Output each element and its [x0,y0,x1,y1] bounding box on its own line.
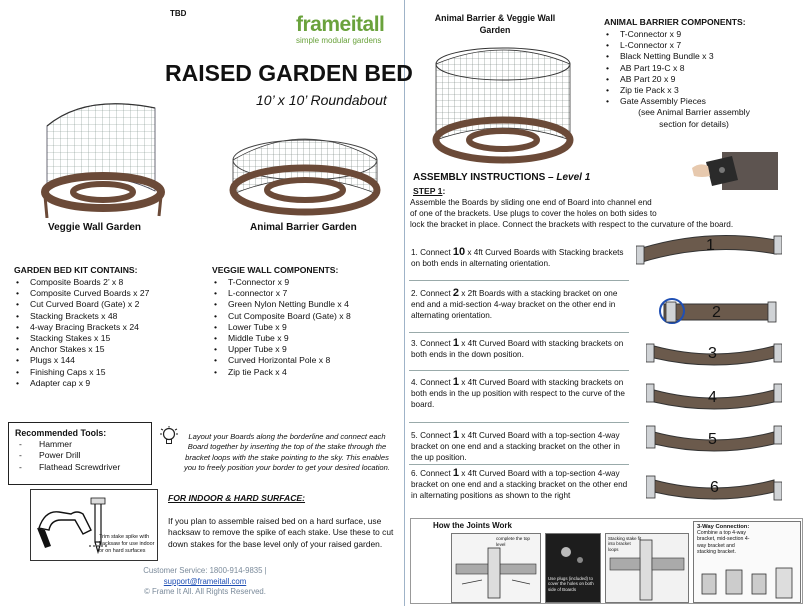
board-number: 1 [706,237,715,254]
customer-service: Customer Service: 1800-914-9835 | [143,566,267,575]
bracket-photo [692,148,780,203]
step-label-text: STEP 1 [413,186,443,196]
joint-caption: Stacking stake fit into bracket loops [608,536,642,552]
step-qty: 1 [452,376,459,388]
list-item: • Middle Tube x 9 [212,333,351,344]
joints-panel [410,518,803,604]
copyright: © Frame It All. All Rights Reserved. [144,587,266,597]
three-way-line: stacking bracket. [697,549,736,556]
assembly-level: Level 1 [556,172,591,183]
board-number: 2 [712,304,721,321]
step-prefix: 6. Connect [411,469,453,478]
board-number: 3 [708,345,717,362]
step-3-text [411,338,629,361]
step-rest: x 4ft Curved Boards with Stacking brackets on both ends in alternating orientation. [411,248,624,268]
three-way-connection-box [693,521,801,603]
kit-title: GARDEN BED KIT CONTAINS: [14,265,138,275]
joint-illustration-plugs [451,533,541,603]
list-item: • Cut Curved Board (Gate) x 2 [14,299,149,310]
combined-garden-image [430,40,576,169]
step-divider [409,332,629,333]
layout-tip [176,432,398,474]
board-number: 4 [708,389,717,406]
step-qty: 1 [452,337,459,349]
combined-garden-caption [425,12,565,36]
indoor-text [168,516,393,550]
veggie-components [212,265,351,378]
veggie-components-list [212,277,351,378]
step-rest: x 2ft Boards with a stacking bracket on one end and a mid-section 4-way bracket on the other end in alternating orientation. [411,289,618,320]
step-5-text [411,430,629,463]
brand-logo [296,14,398,46]
three-way-line: way bracket and [697,542,735,549]
step-rest: x 4ft Curved Board with stacking brackets on both ends in the up position with respect to the curve of the board. [411,378,625,409]
step-prefix: 1. Connect [411,248,453,257]
intro-line: Assemble the Boards by sliding one end of Board into channel end [410,198,652,207]
step-label-colon: : [442,186,446,196]
bracket-parts-icon [700,566,796,600]
veggie-caption: Veggie Wall Garden [48,222,141,233]
caption-line: Garden [479,25,511,35]
list-item: • 4-way Bracing Brackets x 24 [14,322,149,333]
three-way-text [697,530,797,556]
step-1-text [411,247,629,270]
support-email-link[interactable]: support@frameitall.com [163,576,247,586]
list-item: • Zip tie Pack x 4 [212,367,351,378]
step-rest: x 4ft Curved Board with a top-section 4-way bracket on one end and a stacking bracket on the other end in alternating positions as shown to the right [411,469,628,500]
intro-line: of one of the brackets. Use plugs to cover the holes on both sides to [410,209,657,218]
indoor-line: hacksaw to remove the spike of each stake. Use these to cut [168,527,394,538]
list-item: • Curved Horizontal Pole x 8 [212,355,351,366]
caption-line: Trim stake spike with [99,534,150,540]
kit-list [14,277,149,389]
list-item: • L-Connector x 7 [604,40,774,51]
caption-line: Animal Barrier & Veggie Wall [434,13,556,23]
list-item: • Stacking Brackets x 48 [14,311,149,322]
barrier-title: ANIMAL BARRIER COMPONENTS: [604,17,746,27]
step-6-text [411,468,629,501]
tools-title: Recommended Tools: [15,428,107,438]
list-item: • Upper Tube x 9 [212,344,351,355]
assembly-title [413,172,590,183]
three-way-line: Combine a top 4-way [697,530,747,536]
barrier-list [604,29,774,107]
list-item: • AB Part 19-C x 8 [604,63,774,74]
indoor-title: FOR INDOOR & HARD SURFACE: [168,493,306,503]
board-illustration-2 [652,296,778,326]
joint-illustration-stake [605,533,689,603]
step-prefix: 3. Connect [411,339,453,348]
step-rest: x 4ft Curved Board with a top-section 4-way bracket on one end and a stacking bracket on the other in the up position. [411,431,620,462]
board-number: 6 [710,479,719,496]
animal-barrier-components [604,17,774,130]
animal-caption: Animal Barrier Garden [250,222,357,233]
indoor-line: down stakes for the base level only of your raised garden. [168,538,383,549]
list-item: - Flathead Screwdriver [15,462,145,473]
assembly-intro [410,197,733,230]
tip-line: you to freely position your border to get your desired location. [184,463,390,473]
step-qty: 10 [452,246,466,258]
barrier-note [604,107,774,129]
list-item: • AB Part 20 x 9 [604,74,774,85]
logo-tagline: simple modular gardens [296,36,382,45]
step-qty: 1 [452,467,459,479]
page-divider [404,0,405,606]
list-item: • Gate Assembly Pieces [604,96,774,107]
step-rest: x 4ft Curved Board with stacking brackets on both ends in the down position. [411,339,624,359]
tip-line: bracket loops with the stake pointing to the sky. This enables [185,452,389,462]
tools-list [15,439,145,473]
tip-line: Board together by inserting the top of the stake through the [187,442,387,452]
joint-photo-plug [545,533,601,603]
intro-line: lock the bracket in place. Connect the brackets with respect to the curvature of the board. [410,220,734,229]
list-item: • Zip tie Pack x 3 [604,85,774,96]
joint-caption: complete the top level [496,536,530,547]
kit-contents [14,265,149,389]
list-item: • Finishing Caps x 15 [14,367,149,378]
veggie-components-title: VEGGIE WALL COMPONENTS: [212,265,339,275]
joints-title: How the Joints Work [433,521,512,530]
board-illustration-3 [646,340,782,370]
animal-barrier-garden-image [225,124,385,223]
three-way-line: bracket, mid-section 4- [697,536,750,543]
board-illustration-1 [636,228,782,268]
indoor-line: If you plan to assemble raised bed on a hard surface, use [168,516,382,526]
list-item: • T-Connector x 9 [604,29,774,40]
list-item: • Green Nylon Netting Bundle x 4 [212,299,351,310]
list-item: - Power Drill [15,450,145,461]
step-label [413,186,445,196]
list-item: • Anchor Stakes x 15 [14,344,149,355]
step-divider [409,370,629,371]
list-item: • L-connector x 7 [212,288,351,299]
step-divider [409,464,629,465]
board-illustration-5 [646,424,782,458]
list-item: • Composite Boards 2’ x 8 [14,277,149,288]
list-item: • Lower Tube x 9 [212,322,351,333]
step-qty: 2 [452,287,459,299]
list-item: • Adapter cap x 9 [14,378,149,389]
step-divider [409,280,629,281]
step-4-text [411,377,629,410]
footer [120,566,290,598]
caption-line: hacksaw for use indoor [99,541,155,547]
caption-line: or on hard surfaces [99,548,146,554]
list-item: - Hammer [15,439,145,450]
step-prefix: 4. Connect [411,378,453,387]
page-subtitle: 10’ x 10’ Roundabout [256,92,387,108]
page-title: RAISED GARDEN BED [165,60,413,86]
step-divider [409,422,629,423]
logo-wordmark: frameitall [296,13,385,36]
three-way-title: 3-Way Connection: [697,524,750,530]
list-item: • Cut Composite Board (Gate) x 8 [212,311,351,322]
illustration-caption [99,534,154,555]
board-illustration-6 [646,474,782,506]
note-line: section for details) [659,118,729,129]
note-line: (see Animal Barrier assembly [638,107,750,118]
step-prefix: 5. Connect [411,431,453,440]
list-item: • Black Netting Bundle x 3 [604,51,774,62]
stake-trim-illustration [30,489,158,561]
step-qty: 1 [452,429,459,441]
joint-caption: Use plugs (included) to cover the holes on both side of Boards [548,576,594,592]
list-item: • Plugs x 144 [14,355,149,366]
veggie-wall-garden-image [25,96,175,223]
board-number: 5 [708,431,717,448]
step-2-text [411,288,629,321]
board-illustration-4 [646,382,782,414]
list-item: • T-Connector x 9 [212,277,351,288]
tip-line: Layout your Boards along the borderline and connect each [188,432,386,441]
tbd-label: TBD [170,9,187,18]
list-item: • Stacking Stakes x 15 [14,333,149,344]
list-item: • Composite Curved Boards x 27 [14,288,149,299]
step-prefix: 2. Connect [411,289,453,298]
assembly-title-text: ASSEMBLY INSTRUCTIONS – [413,172,557,183]
recommended-tools-box [8,422,152,485]
